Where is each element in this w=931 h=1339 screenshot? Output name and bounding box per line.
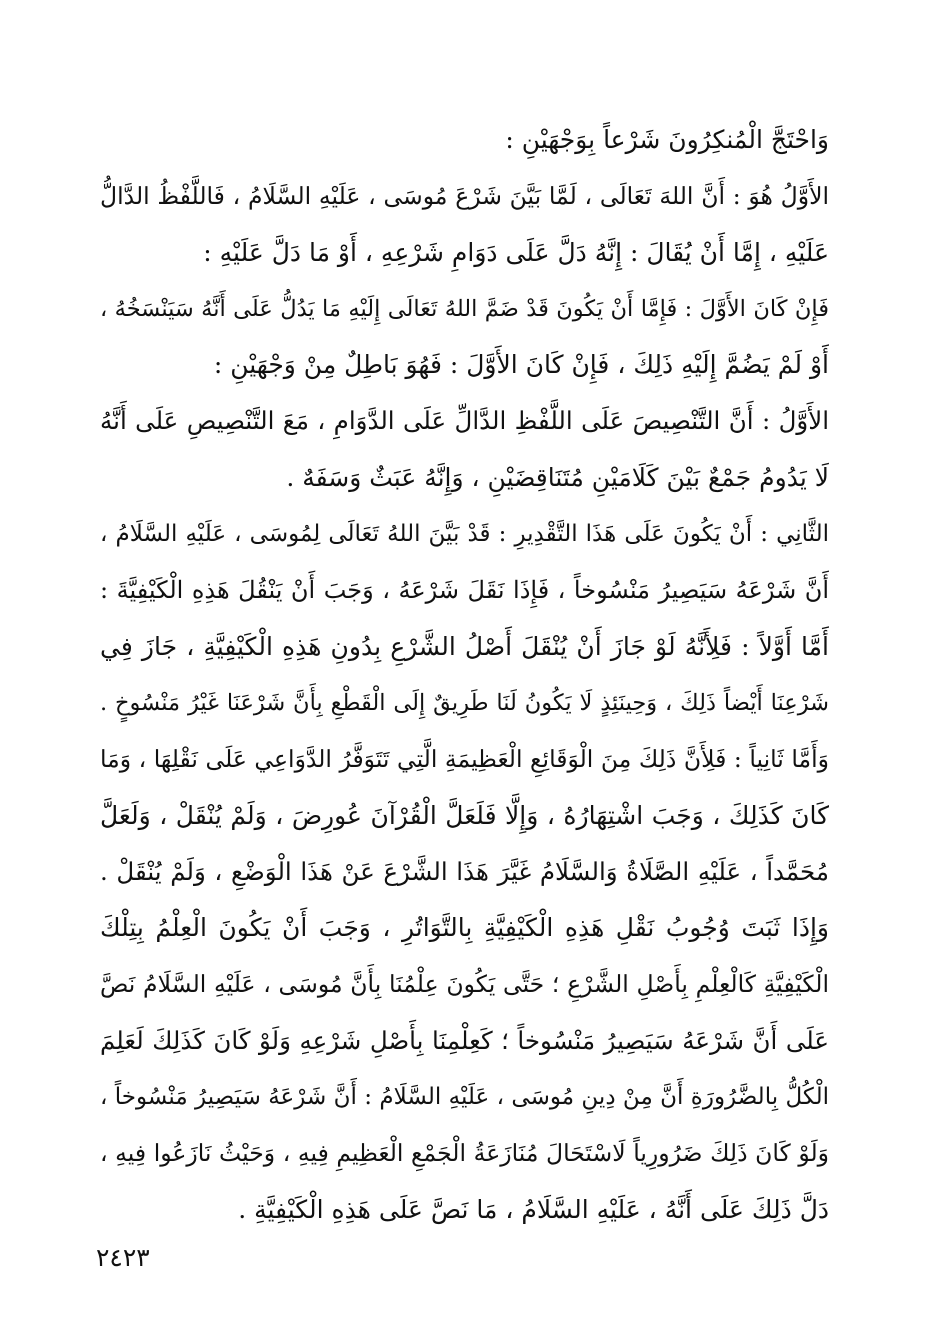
text-line: الأَوَّلُ هُوَ : أَنَّ اللهَ تَعَالَى ، لَمَّا بَيَّنَ شَرْعَ مُوسَى ، عَلَيْهِ السَّلَامُ ، فَاللَّفْظُ الدَّالُّ bbox=[100, 182, 829, 211]
page-number: ٢٤٢٣ bbox=[96, 1243, 150, 1272]
text-line: دَلَّ ذَلِكَ عَلَى أَنَّهُ ، عَلَيْهِ السَّلَامُ ، مَا نَصَّ عَلَى هَذِهِ الْكَيْفِيَّةِ . bbox=[238, 1194, 829, 1224]
text-line: الْكَيْفِيَّةِ كَالْعِلْمِ بِأَصْلِ الشَّرْعِ ؛ حَتَّى يَكُونَ عِلْمُنَا بِأَنَّ مُوسَى ، عَلَيْهِ السَّلَامُ نَصَّ bbox=[100, 970, 829, 999]
text-line: أَمَّا أَوَّلاً : فَلِأَنَّهُ لَوْ جَازَ أَنْ يُنْقَلَ أَصْلُ الشَّرْعِ بِدُونِ هَذِهِ الْكَيْفِيَّةِ ، جَازَ فِي bbox=[100, 631, 829, 661]
text-line: وَلَوْ كَانَ ذَلِكَ ضَرُورِياً لَاسْتَحَالَ مُنَازَعَةُ الْجَمْعِ الْعَظِيمِ فِيهِ ، وَحَيْثُ نَازَعُوا فِيهِ ، bbox=[100, 1139, 829, 1168]
text-line: الثَّانِي : أَنْ يَكُونَ عَلَى هَذَا التَّقْدِيرِ : قَدْ بَيَّنَ اللهُ تَعَالَى لِمُوسَى ، عَلَيْهِ السَّلَامُ ، bbox=[100, 521, 829, 548]
text-line: عَلَى أَنَّ شَرْعَهُ سَيَصِيرُ مَنْسُوخاً ؛ كَعِلْمِنَا بِأَصْلِ شَرْعِهِ وَلَوْ كَانَ كَذَلِكَ لَعَلِمَ bbox=[100, 1025, 829, 1055]
text-line: لَا يَدُومُ جَمْعٌ بَيْنَ كَلَامَيْنِ مُتَنَاقِضَيْنِ ، وَإِنَّهُ عَبَثٌ وَسَفَهٌ . bbox=[286, 462, 829, 492]
text-line: وَأَمَّا ثَانِياً : فَلِأَنَّ ذَلِكَ مِنَ الْوَقَائِعِ الْعَظِيمَةِ الَّتِي تَتَوَفَّرُ الدَّوَاعِي عَلَى نَقْلِهَا ، وَمَا bbox=[100, 745, 829, 774]
text-line: أَوْ لَمْ يَضُمَّ إِلَيْهِ ذَلِكَ ، فَإِنْ كَانَ الأَوَّلَ : فَهُوَ بَاطِلٌ مِنْ وَجْهَيْنِ : bbox=[213, 350, 829, 380]
text-line: أَنَّ شَرْعَهُ سَيَصِيرُ مَنْسُوخاً ، فَإِذَا نَقَلَ شَرْعَهُ ، وَجَبَ أَنْ يَنْقُلَ هَذِهِ الْكَيْفِيَّةَ : bbox=[100, 576, 829, 605]
text-line: وَإِذَا ثَبَتَ وُجُوبُ نَقْلِ هَذِهِ الْكَيْفِيَّةِ بِالتَّوَاتُرِ ، وَجَبَ أَنْ يَكُونَ الْعِلْمُ بِتِلْكَ bbox=[100, 913, 829, 943]
text-line: وَاحْتَجَّ الْمُنكِرُونَ شَرْعاً بِوَجْهَيْنِ : bbox=[505, 125, 829, 154]
text-line: الأَوَّلُ : أَنَّ التَّنْصِيصَ عَلَى اللَّفْظِ الدَّالِّ عَلَى الدَّوَامِ ، مَعَ التَّنْصِيصِ عَلَى أَنَّهُ bbox=[100, 406, 829, 436]
text-line: عَلَيْهِ ، إِمَّا أَنْ يُقَالَ : إِنَّهُ دَلَّ عَلَى دَوَامِ شَرْعِهِ ، أَوْ مَا دَلَّ عَلَيْهِ : bbox=[203, 237, 829, 267]
text-line: شَرْعِنَا أَيْضاً ذَلِكَ ، وَحِينَئِذٍ لَا يَكُونُ لَنَا طَرِيقٌ إِلَى الْقَطْعِ بِأَنَّ شَرْعَنَا غَيْرُ مَنْسُوخٍ . bbox=[100, 689, 829, 716]
text-line: كَانَ كَذَلِكَ ، وَجَبَ اشْتِهَارُهُ ، وَإِلَّا فَلَعَلَّ الْقُرْآنَ عُورِضَ ، وَلَمْ يُنْقَلْ ، وَلَعَلَّ bbox=[100, 800, 829, 830]
text-line: مُحَمَّداً ، عَلَيْهِ الصَّلَاةُ وَالسَّلَامُ غَيَّرَ هَذَا الشَّرْعَ عَنْ هَذَا الْوَضْعِ ، وَلَمْ يُنْقَلْ . bbox=[100, 856, 829, 886]
text-line: فَإِنْ كَانَ الأَوَّلَ : فَإِمَّا أَنْ يَكُونَ قَدْ ضَمَّ اللهُ تَعَالَى إِلَيْهِ مَا يَدُلُّ عَلَى أَنَّهُ سَيَنْسَخُهُ ، bbox=[100, 295, 829, 322]
page-body bbox=[100, 112, 829, 1232]
text-line: الْكُلُّ بِالضَّرُورَةِ أَنَّ مِنْ دِينِ مُوسَى ، عَلَيْهِ السَّلَامُ : أَنَّ شَرْعَهُ سَيَصِيرُ مَنْسُوخاً ، bbox=[100, 1084, 829, 1111]
